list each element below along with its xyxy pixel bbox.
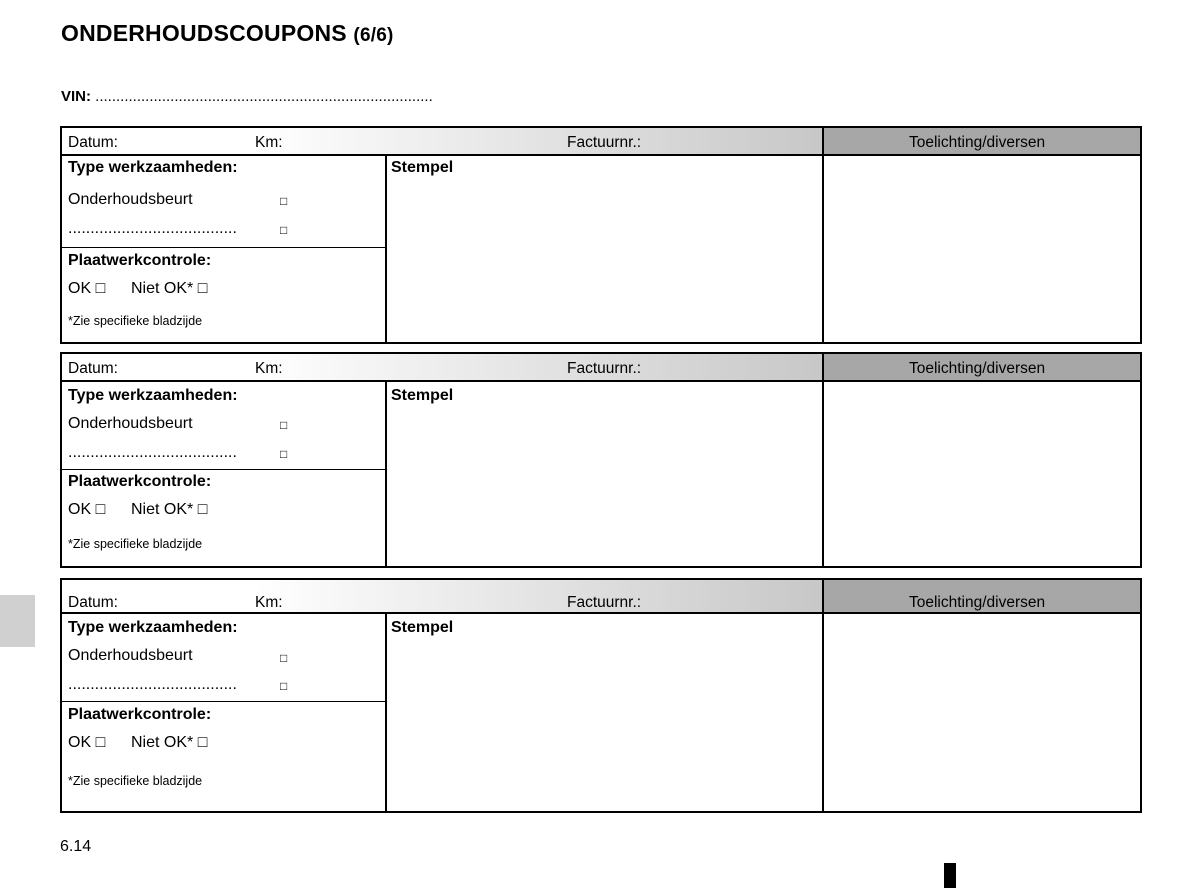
- other-work-checkbox[interactable]: □: [280, 679, 288, 693]
- coupon-header: [62, 354, 1140, 382]
- page-number: 6.14: [60, 838, 92, 855]
- coupon-header: [62, 580, 1140, 614]
- ok-checkbox-label[interactable]: OK □: [68, 280, 106, 297]
- vin-line: [61, 88, 433, 105]
- other-work-checkbox[interactable]: □: [280, 447, 288, 461]
- km-label: Km:: [255, 134, 283, 151]
- crop-mark: [944, 863, 956, 888]
- onderhoudsbeurt-label: Onderhoudsbeurt: [68, 191, 193, 208]
- stamp-column: [387, 382, 824, 566]
- page-title: [61, 20, 394, 47]
- plaatwerkcontrole-heading: Plaatwerkcontrole:: [68, 706, 212, 723]
- other-work-dots: ......................................: [68, 676, 237, 693]
- stamp-column: [387, 156, 824, 342]
- factuurnr-label: Factuurnr.:: [567, 360, 642, 377]
- plaatwerkcontrole-heading: Plaatwerkcontrole:: [68, 473, 212, 490]
- niet-ok-checkbox-label[interactable]: Niet OK* □: [131, 280, 208, 297]
- section-divider: [62, 247, 385, 248]
- page-title-suffix: (6/6): [353, 25, 394, 46]
- vin-dots: .................................................................................: [95, 88, 433, 105]
- coupon-1: [60, 126, 1142, 344]
- datum-label: Datum:: [68, 134, 118, 151]
- toelichting-label: Toelichting/diversen: [909, 360, 1046, 377]
- toelichting-label: Toelichting/diversen: [909, 594, 1046, 611]
- onderhoudsbeurt-label: Onderhoudsbeurt: [68, 647, 193, 664]
- coupon-2: [60, 352, 1142, 568]
- onderhoudsbeurt-label: Onderhoudsbeurt: [68, 415, 193, 432]
- ok-checkbox-label[interactable]: OK □: [68, 501, 106, 518]
- coupon-3: [60, 578, 1142, 813]
- other-work-dots: ......................................: [68, 220, 237, 237]
- plaatwerkcontrole-heading: Plaatwerkcontrole:: [68, 252, 212, 269]
- onderhoudsbeurt-checkbox[interactable]: □: [280, 651, 288, 665]
- section-divider: [62, 469, 385, 470]
- type-werkzaamheden-heading: Type werkzaamheden:: [68, 619, 238, 636]
- footnote: *Zie specifieke bladzijde: [68, 774, 203, 788]
- km-label: Km:: [255, 360, 283, 377]
- section-divider: [62, 701, 385, 702]
- coupon-header: [62, 128, 1140, 156]
- footnote: *Zie specifieke bladzijde: [68, 537, 203, 551]
- datum-label: Datum:: [68, 594, 118, 611]
- stempel-label: Stempel: [391, 387, 454, 404]
- toelichting-label: Toelichting/diversen: [909, 134, 1046, 151]
- factuurnr-label: Factuurnr.:: [567, 594, 642, 611]
- chapter-tab: [0, 595, 35, 647]
- type-werkzaamheden-heading: Type werkzaamheden:: [68, 159, 238, 176]
- stempel-label: Stempel: [391, 159, 454, 176]
- vin-label: VIN:: [61, 88, 91, 105]
- footnote: *Zie specifieke bladzijde: [68, 314, 203, 328]
- factuurnr-label: Factuurnr.:: [567, 134, 642, 151]
- niet-ok-checkbox-label[interactable]: Niet OK* □: [131, 734, 208, 751]
- type-werkzaamheden-heading: Type werkzaamheden:: [68, 387, 238, 404]
- stempel-label: Stempel: [391, 619, 454, 636]
- onderhoudsbeurt-checkbox[interactable]: □: [280, 194, 288, 208]
- stamp-column: [387, 614, 824, 811]
- km-label: Km:: [255, 594, 283, 611]
- ok-checkbox-label[interactable]: OK □: [68, 734, 106, 751]
- other-work-dots: ......................................: [68, 444, 237, 461]
- onderhoudsbeurt-checkbox[interactable]: □: [280, 418, 288, 432]
- datum-label: Datum:: [68, 360, 118, 377]
- other-work-checkbox[interactable]: □: [280, 223, 288, 237]
- niet-ok-checkbox-label[interactable]: Niet OK* □: [131, 501, 208, 518]
- page-title-text: ONDERHOUDSCOUPONS: [61, 20, 347, 46]
